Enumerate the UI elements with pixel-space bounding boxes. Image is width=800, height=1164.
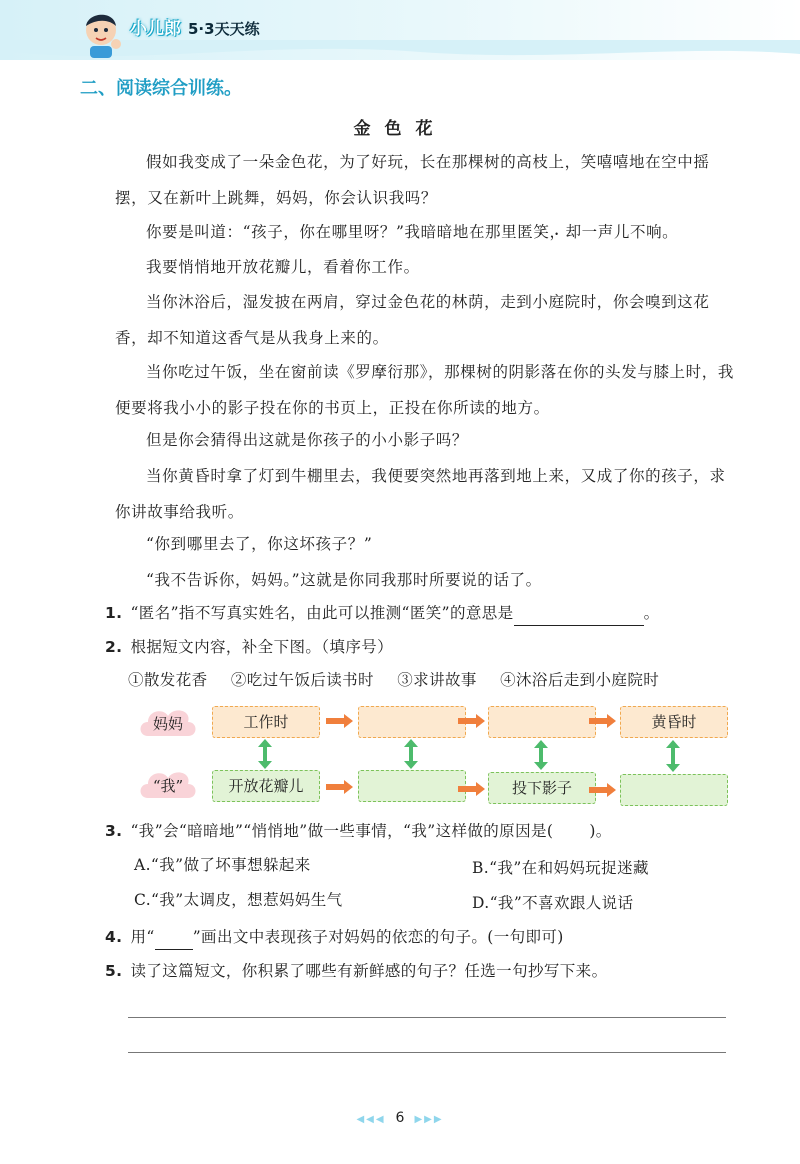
right-arrow-icon [589, 782, 617, 798]
option-item: ④沐浴后走到小庭院时 [500, 671, 660, 689]
right-arrow-icon [458, 781, 486, 797]
mom-box-dusk: 黄昏时 [620, 706, 728, 738]
question-number: 3. [105, 822, 123, 840]
me-box-shadow: 投下影子 [488, 772, 596, 804]
question-1: 1. “匿名”指不写真实姓名，由此可以推测“匿笑”的意思是 。 [105, 600, 755, 626]
brand-name: 小儿郎 [130, 19, 181, 39]
mascot-logo [78, 8, 124, 58]
question-number: 4. [105, 928, 123, 946]
highlighted-word [517, 223, 549, 241]
right-arrow-icon [326, 779, 354, 795]
answer-line[interactable] [128, 1017, 726, 1018]
choice-d[interactable]: D.“我”不喜欢跟人说话 [472, 894, 634, 912]
right-arrows-icon: ▶▶▶ [414, 1114, 444, 1125]
double-arrow-icon [533, 740, 549, 770]
poem-paragraph: 但是你会猜得出这就是你孩子的小小影子吗？ [146, 431, 469, 449]
mom-box-blank[interactable] [488, 706, 596, 738]
poem-title: 金色花 [353, 119, 447, 139]
me-box-blank[interactable] [620, 774, 728, 806]
poem-paragraph: 当你沐浴后，湿发披在两肩，穿过金色花的林荫，走到小庭院时，你会嗅到这花香，却不知道这香气是从我身上来的。 [115, 293, 710, 347]
page-footer [0, 1110, 800, 1126]
me-box-bloom: 开放花瓣儿 [212, 770, 320, 802]
me-label: “我” [136, 766, 200, 806]
answer-line[interactable] [128, 1052, 726, 1053]
question-number: 1. [105, 604, 123, 622]
choice-b[interactable]: B.“我”在和妈妈玩捉迷藏 [472, 859, 649, 877]
right-arrow-icon [458, 713, 486, 729]
dotted-char: 笑 • [533, 223, 549, 241]
mom-label: 妈妈 [136, 704, 200, 744]
brand-subtitle: 5·3天天练 [188, 20, 260, 38]
double-arrow-icon [403, 739, 419, 769]
poem-paragraph: “你到哪里去了，你这坏孩子？” [146, 535, 373, 553]
right-arrow-icon [326, 713, 354, 729]
question-4: 4. 用“ ”画出文中表现孩子对妈妈的依恋的句子。(一句即可) [105, 924, 755, 950]
poem-paragraph: 当你吃过午饭，坐在窗前读《罗摩衍那》，那棵树的阴影落在你的头发与膝上时，我便要将我小小的影子投在你的书页上，正投在你所读的地方。 [115, 363, 734, 417]
question-number: 5. [105, 962, 123, 980]
choice-a[interactable]: A.“我”做了坏事想躲起来 [134, 856, 311, 874]
poem-paragraph: 我要悄悄地开放花瓣儿，看着你工作。 [146, 258, 420, 276]
poem-paragraph: 假如我变成了一朵金色花，为了好玩，长在那棵树的高枝上，笑嘻嘻地在空中摇摆，又在新叶上跳舞，妈妈，你会认识我吗？ [115, 153, 710, 207]
poem-paragraph: “我不告诉你，妈妈。”这就是你同我那时所要说的话了。 [146, 571, 542, 589]
answer-blank[interactable] [514, 607, 644, 626]
question-number: 2. [105, 638, 123, 656]
right-arrow-icon [589, 713, 617, 729]
question-3: 3. “我”会“暗暗地”“悄悄地”做一些事情，“我”这样做的原因是( )。 [105, 822, 612, 840]
poem-paragraph: 你要是叫道：“孩子，你在哪里呀？”我暗暗地在那里匿 •笑 •，却一声儿不响。 [115, 214, 740, 250]
mom-box-blank[interactable] [358, 706, 466, 738]
dotted-char: 匿 • [517, 223, 533, 241]
option-item: ③求讲故事 [397, 671, 477, 689]
me-box-blank[interactable] [358, 770, 466, 802]
double-arrow-icon [257, 739, 273, 769]
option-item: ②吃过午饭后读书时 [230, 671, 374, 689]
question-5: 5. 读了这篇短文，你积累了哪些有新鲜感的句子？任选一句抄写下来。 [105, 962, 608, 980]
section-title: 二、阅读综合训练。 [80, 78, 242, 99]
underline-sample [155, 933, 193, 950]
poem-paragraph: 当你黄昏时拿了灯到牛棚里去，我便要突然地再落到地上来，又成了你的孩子，求你讲故事给我听。 [115, 467, 726, 521]
question-2: 2. 根据短文内容，补全下图。（填序号） [105, 638, 394, 656]
left-arrows-icon: ◀◀◀ [356, 1114, 386, 1125]
choice-c[interactable]: C.“我”太调皮，想惹妈妈生气 [134, 891, 343, 909]
double-arrow-icon [665, 740, 681, 772]
page-number: 6 [395, 1110, 405, 1126]
option-item: ①散发花香 [128, 671, 208, 689]
mom-box-work: 工作时 [212, 706, 320, 738]
q2-options [128, 668, 677, 690]
